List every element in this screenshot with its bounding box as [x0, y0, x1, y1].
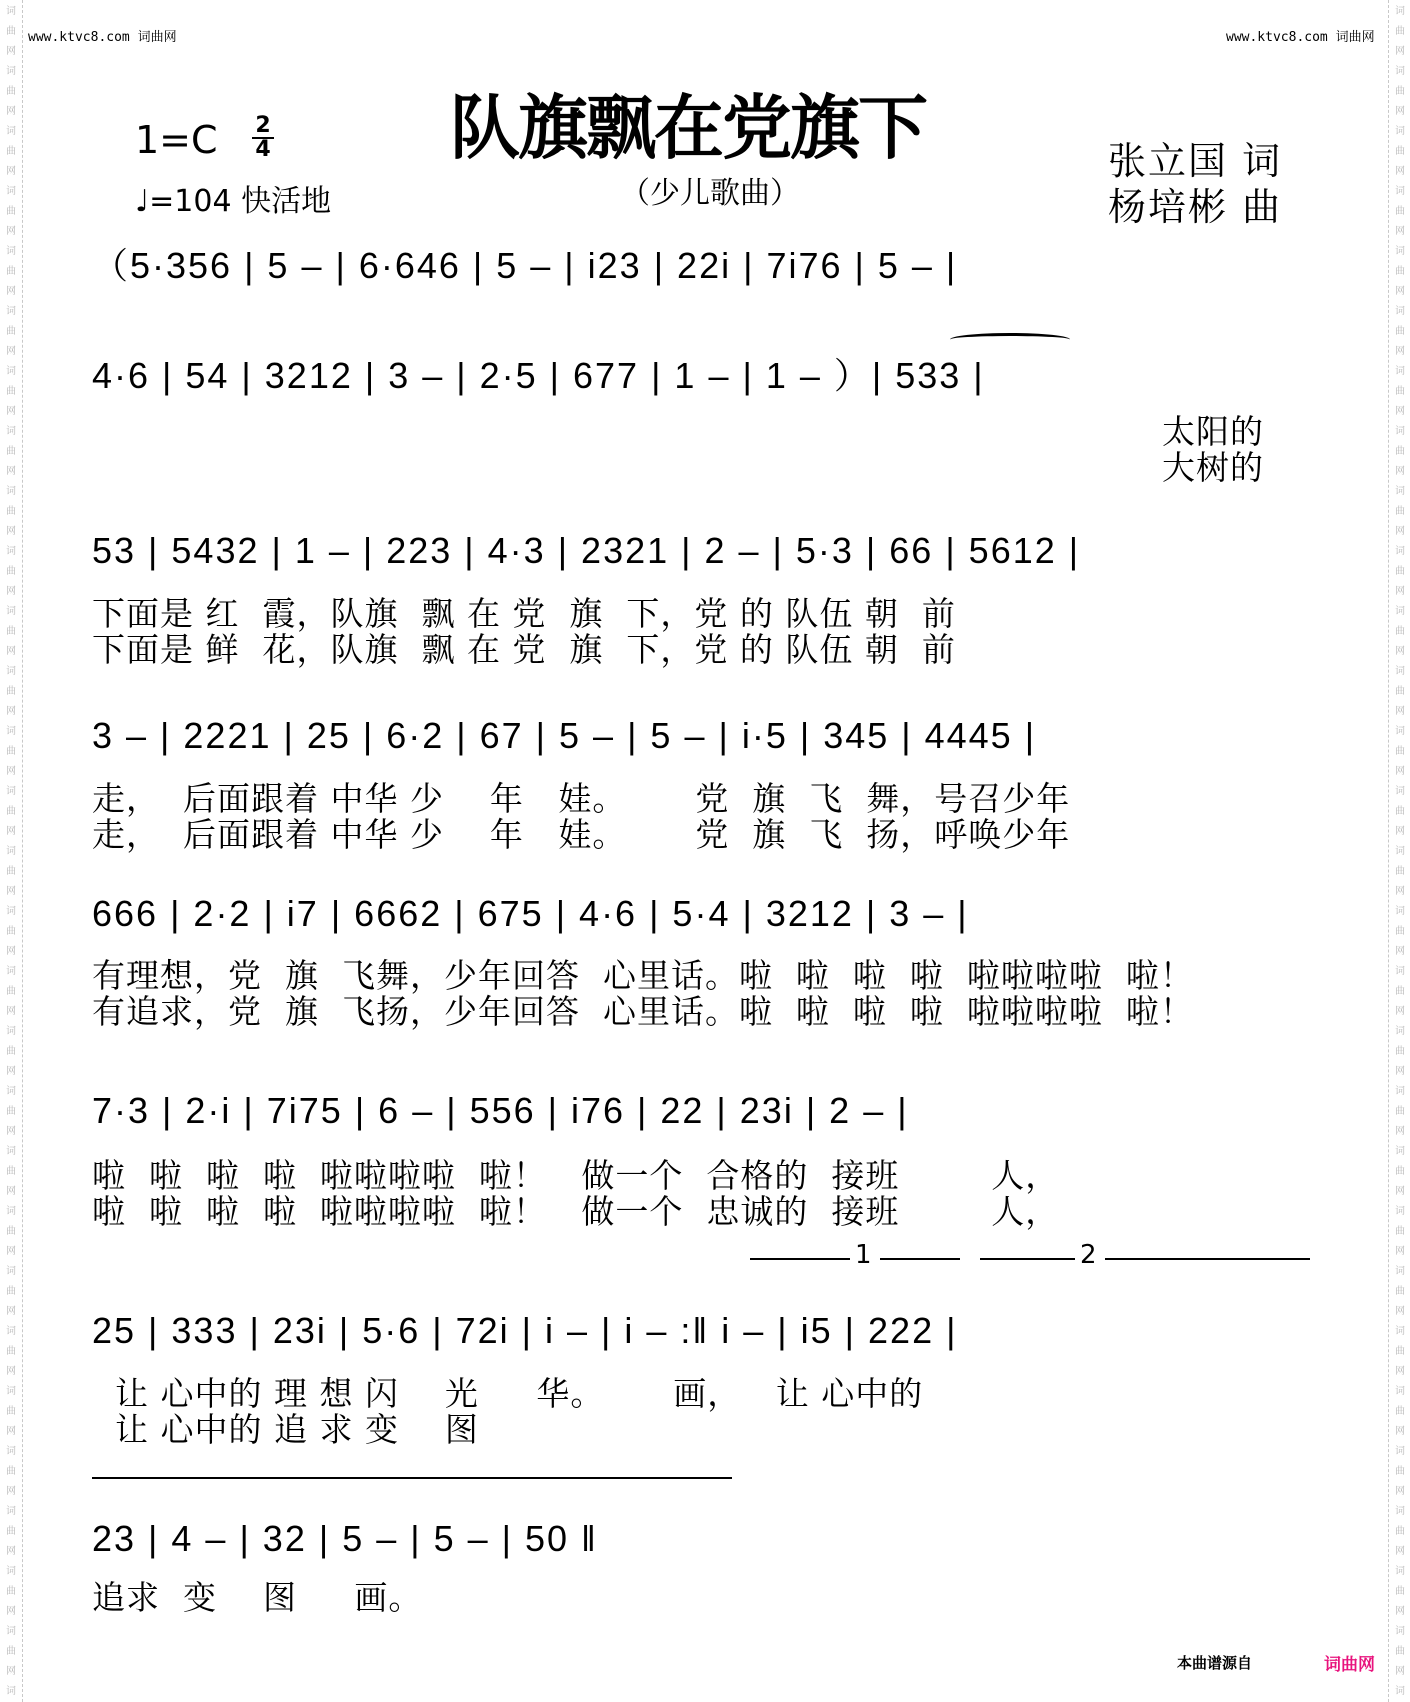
watermark-glyph: 词	[1395, 1326, 1405, 1337]
tempo-text: =104 快活地	[149, 184, 332, 219]
watermark-glyph: 词	[6, 306, 16, 317]
watermark-glyph: 网	[6, 166, 16, 177]
watermark-glyph: 网	[1395, 646, 1405, 657]
watermark-glyph: 网	[1395, 526, 1405, 537]
lyric-line-6-verse-1: 啦 啦 啦 啦 啦啦啦啦 啦！ 做一个 合格的 接班 人，	[92, 1156, 1060, 1195]
watermark-glyph: 曲	[1395, 686, 1405, 697]
watermark-glyph: 网	[1395, 1666, 1405, 1677]
watermark-glyph: 曲	[6, 1166, 16, 1177]
watermark-glyph: 网	[6, 646, 16, 657]
watermark-glyph: 网	[1395, 466, 1405, 477]
watermark-glyph: 词	[1395, 1146, 1405, 1157]
watermark-glyph: 网	[1395, 406, 1405, 417]
watermark-glyph: 曲	[6, 1466, 16, 1477]
volta-1-label: 1	[855, 1240, 872, 1270]
watermark-glyph: 词	[6, 606, 16, 617]
watermark-glyph: 曲	[1395, 1226, 1405, 1237]
watermark-glyph: 网	[6, 286, 16, 297]
left-watermark-strip	[0, 0, 23, 1702]
watermark-glyph: 词	[1395, 846, 1405, 857]
watermark-glyph: 曲	[6, 1286, 16, 1297]
score-line-6: 7·3 | 2·i | 7i75 | 6 – | 556 | i76 | 22 | 23i | 2 – |	[92, 1090, 909, 1131]
source-site-link[interactable]: 词曲网	[1324, 1655, 1375, 1675]
watermark-glyph: 网	[1395, 1246, 1405, 1257]
watermark-glyph: 网	[6, 1486, 16, 1497]
score-line-3: 53 | 5432 | 1 – | 223 | 4·3 | 2321 | 2 – | 5·3 | 66 | 5612 |	[92, 530, 1081, 571]
watermark-glyph: 网	[6, 46, 16, 57]
watermark-glyph: 网	[1395, 1546, 1405, 1557]
watermark-glyph: 曲	[6, 506, 16, 517]
watermark-glyph: 词	[6, 66, 16, 77]
watermark-glyph: 词	[6, 426, 16, 437]
quarter-note-icon: ♩	[135, 184, 150, 219]
watermark-glyph: 曲	[1395, 26, 1405, 37]
credits	[1108, 138, 1282, 230]
volta-2-continuation	[92, 1477, 732, 1479]
watermark-glyph: 曲	[1395, 206, 1405, 217]
watermark-glyph: 网	[1395, 286, 1405, 297]
watermark-glyph: 曲	[6, 806, 16, 817]
watermark-glyph: 网	[6, 1666, 16, 1677]
watermark-glyph: 词	[1395, 1386, 1405, 1397]
score-line-4: 3 – | 2221 | 25 | 6·2 | 67 | 5 – | 5 – | i·5 | 345 | 4445 |	[92, 715, 1037, 756]
watermark-glyph: 曲	[6, 1346, 16, 1357]
lyric-line-2-verse-2: 大树的	[1162, 448, 1264, 487]
watermark-glyph: 网	[1395, 1066, 1405, 1077]
watermark-glyph: 词	[1395, 726, 1405, 737]
watermark-glyph: 词	[1395, 1266, 1405, 1277]
watermark-glyph: 网	[1395, 166, 1405, 177]
watermark-glyph: 曲	[1395, 1646, 1405, 1657]
watermark-glyph: 曲	[6, 566, 16, 577]
watermark-glyph: 曲	[6, 146, 16, 157]
lyric-line-4-verse-1: 走， 后面跟着 中华 少 年 娃。 党 旗 飞 舞，号召少年	[92, 779, 1071, 818]
watermark-glyph: 网	[1395, 1606, 1405, 1617]
watermark-glyph: 曲	[1395, 1106, 1405, 1117]
watermark-glyph: 曲	[6, 626, 16, 637]
watermark-glyph: 曲	[6, 26, 16, 37]
watermark-glyph: 词	[6, 1326, 16, 1337]
watermark-glyph: 词	[1395, 66, 1405, 77]
tie-slur	[950, 333, 1070, 346]
watermark-glyph: 曲	[1395, 266, 1405, 277]
watermark-glyph: 词	[6, 786, 16, 797]
watermark-glyph: 曲	[6, 326, 16, 337]
watermark-glyph: 曲	[6, 1406, 16, 1417]
watermark-glyph: 词	[6, 1026, 16, 1037]
watermark-glyph: 曲	[1395, 506, 1405, 517]
score-line-8: 23 | 4 – | 32 | 5 – | 5 – | 50 ‖	[92, 1518, 598, 1559]
watermark-glyph: 词	[1395, 546, 1405, 557]
watermark-glyph: 词	[6, 1386, 16, 1397]
site-watermark-left: www.ktvc8.com 词曲网	[28, 30, 177, 45]
watermark-glyph: 词	[1395, 6, 1405, 17]
watermark-glyph: 曲	[6, 1586, 16, 1597]
watermark-glyph: 词	[1395, 366, 1405, 377]
watermark-glyph: 曲	[1395, 446, 1405, 457]
watermark-glyph: 曲	[1395, 1526, 1405, 1537]
watermark-glyph: 曲	[6, 1046, 16, 1057]
watermark-glyph: 曲	[6, 1106, 16, 1117]
watermark-glyph: 网	[1395, 226, 1405, 237]
watermark-glyph: 曲	[1395, 1286, 1405, 1297]
watermark-glyph: 词	[1395, 1026, 1405, 1037]
lyric-line-8: 追求 变 图 画。	[92, 1578, 423, 1617]
watermark-glyph: 网	[1395, 1126, 1405, 1137]
time-denominator: 4	[255, 137, 271, 162]
watermark-glyph: 曲	[6, 866, 16, 877]
watermark-glyph: 词	[6, 666, 16, 677]
watermark-glyph: 词	[6, 1686, 16, 1697]
watermark-glyph: 网	[6, 1246, 16, 1257]
watermark-glyph: 曲	[1395, 326, 1405, 337]
watermark-glyph: 曲	[1395, 626, 1405, 637]
watermark-glyph: 词	[1395, 1686, 1405, 1697]
watermark-glyph: 词	[6, 1086, 16, 1097]
tempo-marking	[135, 176, 331, 220]
watermark-glyph: 曲	[1395, 926, 1405, 937]
lyric-line-6-verse-2: 啦 啦 啦 啦 啦啦啦啦 啦！ 做一个 忠诚的 接班 人，	[92, 1192, 1060, 1231]
lyric-line-5-verse-1: 有理想，党 旗 飞舞，少年回答 心里话。啦 啦 啦 啦 啦啦啦啦 啦！	[92, 956, 1194, 995]
watermark-glyph: 词	[6, 246, 16, 257]
watermark-glyph: 网	[6, 1606, 16, 1617]
watermark-glyph: 网	[1395, 1006, 1405, 1017]
watermark-glyph: 曲	[6, 1646, 16, 1657]
watermark-glyph: 网	[6, 346, 16, 357]
watermark-glyph: 曲	[1395, 1466, 1405, 1477]
watermark-glyph: 网	[1395, 1486, 1405, 1497]
watermark-glyph: 词	[1395, 606, 1405, 617]
watermark-glyph: 网	[6, 766, 16, 777]
watermark-glyph: 网	[1395, 46, 1405, 57]
watermark-glyph: 曲	[1395, 86, 1405, 97]
watermark-glyph: 曲	[6, 926, 16, 937]
watermark-glyph: 词	[6, 726, 16, 737]
watermark-glyph: 网	[6, 1126, 16, 1137]
watermark-glyph: 网	[1395, 946, 1405, 957]
watermark-glyph: 词	[1395, 1086, 1405, 1097]
watermark-glyph: 词	[6, 1626, 16, 1637]
lyric-line-3-verse-1: 下面是 红 霞，队旗 飘 在 党 旗 下，党 的 队伍 朝 前	[92, 594, 956, 633]
watermark-glyph: 词	[1395, 126, 1405, 137]
watermark-glyph: 词	[1395, 966, 1405, 977]
watermark-glyph: 网	[6, 1366, 16, 1377]
watermark-glyph: 曲	[6, 266, 16, 277]
watermark-glyph: 词	[6, 486, 16, 497]
watermark-glyph: 曲	[1395, 1166, 1405, 1177]
time-numerator: 2	[255, 113, 271, 138]
watermark-glyph: 词	[6, 186, 16, 197]
watermark-glyph: 网	[6, 1546, 16, 1557]
watermark-glyph: 网	[6, 406, 16, 417]
score-line-7: 25 | 333 | 23i | 5·6 | 72i | i – | i – :‖ i – | i5 | 222 |	[92, 1310, 958, 1351]
key-signature: 1=C	[135, 118, 218, 162]
watermark-glyph: 曲	[1395, 386, 1405, 397]
watermark-glyph: 词	[6, 1206, 16, 1217]
watermark-glyph: 词	[1395, 306, 1405, 317]
watermark-glyph: 网	[6, 706, 16, 717]
watermark-glyph: 网	[1395, 766, 1405, 777]
watermark-glyph: 曲	[1395, 566, 1405, 577]
watermark-glyph: 曲	[6, 986, 16, 997]
watermark-glyph: 网	[6, 106, 16, 117]
watermark-glyph: 曲	[1395, 986, 1405, 997]
watermark-glyph: 词	[1395, 186, 1405, 197]
watermark-glyph: 词	[6, 126, 16, 137]
watermark-glyph: 网	[6, 526, 16, 537]
watermark-glyph: 网	[6, 226, 16, 237]
watermark-glyph: 网	[1395, 586, 1405, 597]
lyric-line-2-verse-1: 太阳的	[1162, 412, 1264, 451]
watermark-glyph: 词	[1395, 486, 1405, 497]
lyric-line-3-verse-2: 下面是 鲜 花，队旗 飘 在 党 旗 下，党 的 队伍 朝 前	[92, 630, 956, 669]
watermark-glyph: 曲	[1395, 1346, 1405, 1357]
watermark-glyph: 网	[1395, 1426, 1405, 1437]
watermark-glyph: 曲	[1395, 1406, 1405, 1417]
watermark-glyph: 网	[1395, 106, 1405, 117]
watermark-glyph: 网	[1395, 346, 1405, 357]
watermark-glyph: 曲	[6, 446, 16, 457]
watermark-glyph: 词	[6, 6, 16, 17]
watermark-glyph: 词	[6, 906, 16, 917]
score-line-2: 4·6 | 54 | 3212 | 3 – | 2·5 | 677 | 1 – | 1 – ）| 533 |	[92, 355, 985, 396]
watermark-glyph: 曲	[1395, 1046, 1405, 1057]
watermark-glyph: 曲	[1395, 146, 1405, 157]
volta-2-label: 2	[1080, 1240, 1097, 1270]
time-signature	[252, 113, 274, 162]
watermark-glyph: 词	[1395, 1446, 1405, 1457]
watermark-glyph: 词	[6, 1446, 16, 1457]
watermark-glyph: 曲	[6, 386, 16, 397]
watermark-glyph: 网	[6, 586, 16, 597]
right-watermark-strip	[1388, 0, 1410, 1702]
watermark-glyph: 词	[1395, 1206, 1405, 1217]
watermark-glyph: 词	[1395, 906, 1405, 917]
watermark-glyph: 网	[6, 1426, 16, 1437]
watermark-glyph: 网	[6, 826, 16, 837]
watermark-glyph: 曲	[6, 1526, 16, 1537]
watermark-glyph: 网	[6, 1066, 16, 1077]
watermark-glyph: 网	[1395, 706, 1405, 717]
lyric-line-4-verse-2: 走， 后面跟着 中华 少 年 娃。 党 旗 飞 扬，呼唤少年	[92, 815, 1071, 854]
watermark-glyph: 词	[6, 846, 16, 857]
watermark-glyph: 词	[6, 366, 16, 377]
watermark-glyph: 词	[6, 546, 16, 557]
lyricist: 张立国 词	[1108, 139, 1283, 183]
watermark-glyph: 网	[6, 1306, 16, 1317]
watermark-glyph: 词	[6, 966, 16, 977]
watermark-glyph: 网	[6, 1006, 16, 1017]
watermark-glyph: 网	[6, 886, 16, 897]
composer: 杨培彬 曲	[1108, 185, 1283, 229]
watermark-glyph: 曲	[6, 1226, 16, 1237]
watermark-glyph: 词	[6, 1506, 16, 1517]
watermark-glyph: 词	[1395, 426, 1405, 437]
site-watermark-right: www.ktvc8.com 词曲网	[1226, 30, 1375, 45]
score-line-5: 666 | 2·2 | i7 | 6662 | 675 | 4·6 | 5·4 | 3212 | 3 – |	[92, 893, 969, 934]
watermark-glyph: 词	[1395, 786, 1405, 797]
song-title: 队旗飘在党旗下	[450, 86, 926, 169]
watermark-glyph: 网	[6, 1186, 16, 1197]
watermark-glyph: 词	[1395, 246, 1405, 257]
watermark-glyph: 词	[6, 1146, 16, 1157]
lyric-line-7-verse-2: 让 心中的 追 求 变 图	[92, 1410, 479, 1449]
watermark-glyph: 曲	[6, 686, 16, 697]
watermark-glyph: 词	[6, 1266, 16, 1277]
watermark-glyph: 网	[6, 466, 16, 477]
watermark-glyph: 网	[1395, 1306, 1405, 1317]
watermark-glyph: 曲	[6, 86, 16, 97]
watermark-glyph: 词	[1395, 666, 1405, 677]
lyric-line-5-verse-2: 有追求，党 旗 飞扬，少年回答 心里话。啦 啦 啦 啦 啦啦啦啦 啦！	[92, 992, 1194, 1031]
watermark-glyph: 曲	[1395, 746, 1405, 757]
watermark-glyph: 曲	[1395, 806, 1405, 817]
watermark-glyph: 曲	[6, 746, 16, 757]
watermark-glyph: 网	[1395, 886, 1405, 897]
lyric-line-7-verse-1: 让 心中的 理 想 闪 光 华。 画， 让 心中的	[92, 1374, 924, 1413]
watermark-glyph: 网	[1395, 1186, 1405, 1197]
watermark-glyph: 曲	[1395, 1586, 1405, 1597]
watermark-glyph: 曲	[6, 206, 16, 217]
song-subtitle: （少儿歌曲）	[620, 176, 800, 211]
watermark-glyph: 网	[6, 946, 16, 957]
score-line-1: （5·356 | 5 – | 6·646 | 5 – | i23 | 22i | 7i76 | 5 – |	[92, 245, 958, 286]
watermark-glyph: 词	[6, 1566, 16, 1577]
watermark-glyph: 词	[1395, 1626, 1405, 1637]
watermark-glyph: 词	[1395, 1506, 1405, 1517]
watermark-glyph: 词	[1395, 1566, 1405, 1577]
watermark-glyph: 网	[1395, 1366, 1405, 1377]
watermark-glyph: 曲	[1395, 866, 1405, 877]
watermark-glyph: 网	[1395, 826, 1405, 837]
source-label: 本曲谱源自	[1177, 1654, 1253, 1672]
